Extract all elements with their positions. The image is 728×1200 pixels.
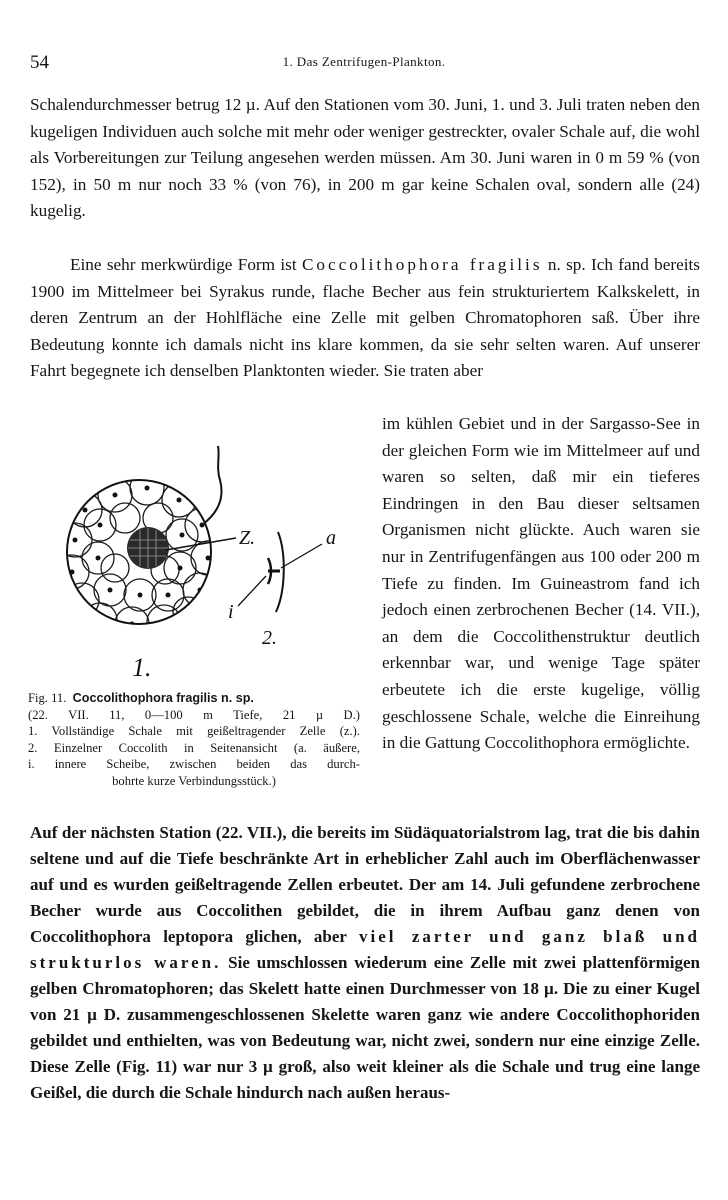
caption-line-6: bohrte kurze Verbindungsstück.) [112,773,276,788]
paragraph-2-body: n. sp. Ich fand bereits 1900 im Mittelmeer bei Syrakus runde, flache Becher aus fein strukturiertem Kalkskelett, in deren Zentrum an der Hohlfläche eine Zelle mit gelben Chromatophoren saß. Über ihre Bedeutung konnte ich damals nicht ins klare kommen, da sie sehr selten waren. Auf unserer Fahrt begegnete ich denselben Planktonten wieder. Sie traten aber [30,255,700,381]
caption-line-5: i. innere Scheibe, zwischen beiden das durch- [28,757,360,772]
label-z: Z. [239,527,256,549]
figure-11 [40,440,360,680]
paragraph-4 [30,820,700,1106]
i-pointer [238,576,266,606]
paragraph-3-column: im kühlen Gebiet und in der Sargasso-See in der gleichen Form wie im Mittelmeer auf und waren so selten, daß mir ein tieferes Eindringen in den Bau dieser seltsamen Organismen nicht glückte. Auch waren sie nur in Zentrifugenfängen aus 100 oder 200 m Tiefe zu finden. Im Guineastrom fand ich jedoch einen zerbrochenen Becher (14. VII.), an dem die Coccolithenstruktur deutlich erkennbar war, und wenige Tage später erbeutete ich die erste kugelige, völlig geschlossene Schale, welche die Einreihung in die Gattung Coccolithophora ermöglichte. [382,414,700,753]
page-number: 54 [30,52,49,73]
label-a: a [326,527,336,549]
paragraph-4-part-1: Auf der nächsten Station (22. VII.), die bereits im Südäquatorialstrom lag, trat die bis dahin seltene und auf die Tiefe beschränkte Art in erheblicher Zahl auch im Oberflächenwasser auf und es wurden geißeltragende Zellen erbeutet. Der am 14. Juli gefundene zerbrochene Becher wurde aus Coccolithen gebildet, die in ihrem Aufbau ganz denen von Coccolithophora leptopora glichen, aber [30,823,700,946]
label-i: i [228,601,234,623]
running-head: 1. Das Zentrifugen-Plankton. [282,54,446,69]
caption-title: Coccolithophora fragilis n. sp. [72,691,254,705]
caption-fig-number: Fig. 11. [28,691,67,705]
figure-11-drawing [40,440,360,680]
label-1: 1. [132,653,152,680]
paragraph-4-spaced-emphasis: viel zarter und ganz blaß und strukturlos waren. [30,927,701,972]
paragraph-2-lead: Eine sehr merkwürdige Form ist [70,255,302,274]
figure-caption [28,690,360,790]
species-name-spaced: Coccolithophora fragilis [301,255,543,274]
caption-line-2: (22. VII. 11, 0—100 m Tiefe, 21 µ D.) [28,707,360,722]
shell-sphere [55,471,225,641]
caption-line-4: 2. Einzelner Coccolith in Seitenansicht (a. äußere, [28,740,360,755]
paragraph-4-part-2: Sie umschlossen wiederum eine Zelle mit zwei plattenförmigen gelben Chromatophoren; das Skelett hatte einen Durchmesser von 18 µ. Die zu einer Kugel von 21 µ D. zusammengeschlossenen Skelette waren ganz wie andere Coccolithophoriden gebildet und enthielten, was von Bedeutung war, nicht zwei, sondern nur eine einzige Zelle. Diese Zelle (Fig. 11) war nur 3 µ groß, also weit kleiner als die Schale und trug eine lange Geißel, die durch die Schale hindurch nach außen heraus- [30,953,700,1102]
label-2: 2. [262,627,277,649]
paragraph-2 [30,252,700,385]
paragraph-1: Schalendurchmesser betrug 12 µ. Auf den Stationen vom 30. Juni, 1. und 3. Juli traten neben den kugeligen Individuen auch solche mit mehr oder weniger gestreckter, ovaler Schale auf, die wohl als Vorbereitungen zur Teilung angesehen werden müssen. Am 30. Juni waren in 0 m 59 % (von 152), in 50 m nur noch 33 % (von 76), in 200 m gar keine Schalen oval, sondern alle (24) kugelig. [30,95,700,221]
caption-title-line [28,690,360,707]
a-pointer [281,544,322,568]
caption-line-3: 1. Vollständige Schale mit geißeltragender Zelle (z.). [28,724,360,739]
